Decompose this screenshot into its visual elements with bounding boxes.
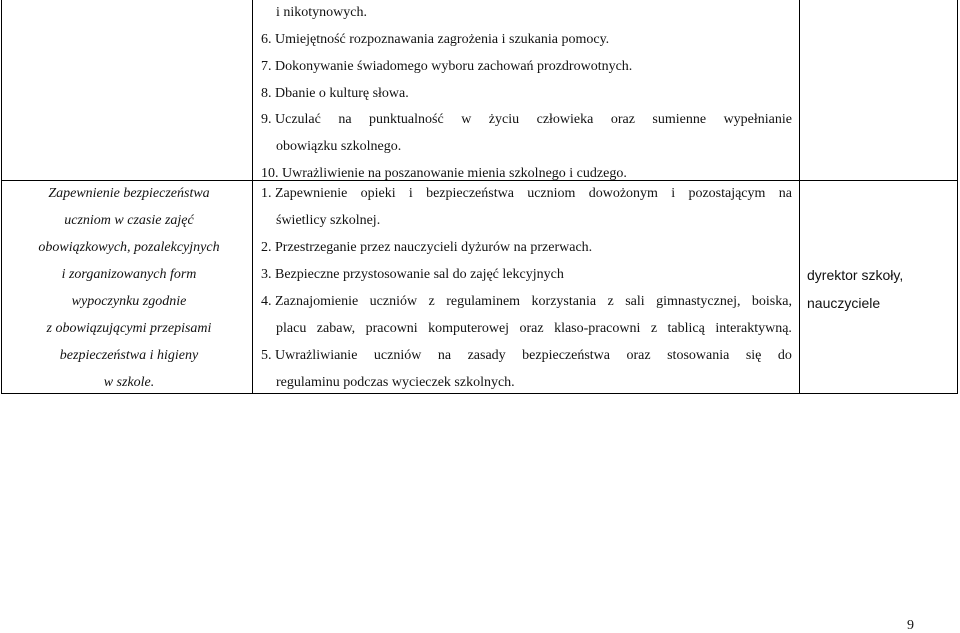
word: stosowania bbox=[667, 348, 730, 363]
word: zasady bbox=[467, 348, 506, 363]
table-border-left bbox=[1, 0, 2, 394]
word: oraz bbox=[610, 112, 635, 127]
table-divider-2 bbox=[799, 0, 800, 394]
word: tablicą bbox=[667, 321, 705, 336]
goal-line: z obowiązującymi przepisami bbox=[46, 321, 212, 336]
goal-line: w szkole. bbox=[103, 375, 155, 390]
task-item bbox=[261, 295, 792, 309]
word: zabaw, bbox=[316, 321, 356, 336]
word: interaktywną. bbox=[715, 321, 792, 336]
word: 9. Uczulać bbox=[261, 112, 321, 127]
word: korzystania bbox=[531, 294, 597, 309]
task-item bbox=[261, 349, 792, 363]
goal-line: wypoczynku zgodnie bbox=[71, 294, 187, 309]
word: oraz bbox=[519, 321, 544, 336]
task-line: regulaminu podczas wycieczek szkolnych. bbox=[276, 375, 515, 390]
word: i bbox=[671, 186, 676, 201]
word: w bbox=[461, 112, 472, 127]
word: z bbox=[650, 321, 658, 336]
word: gimnastycznej, bbox=[656, 294, 741, 309]
word: się bbox=[745, 348, 762, 363]
word: do bbox=[777, 348, 792, 363]
plan-table bbox=[1, 0, 958, 394]
word: uczniom bbox=[527, 186, 576, 201]
task-line: obowiązku szkolnego. bbox=[276, 139, 402, 154]
word: i bbox=[408, 186, 413, 201]
task-line bbox=[276, 322, 792, 336]
task-item bbox=[261, 187, 792, 201]
word: na bbox=[778, 186, 792, 201]
goal-line: Zapewnienie bezpieczeństwa bbox=[48, 186, 210, 201]
word: uczniów bbox=[373, 348, 422, 363]
word: 5. Uwrażliwianie bbox=[261, 348, 358, 363]
word: 1. Zapewnienie bbox=[261, 186, 348, 201]
task-item: 2. Przestrzeganie przez nauczycieli dyżurów na przerwach. bbox=[261, 240, 593, 255]
goal-line: obowiązkowych, pozalekcyjnych bbox=[38, 240, 220, 255]
task-item: 6. Umiejętność rozpoznawania zagrożenia i szukania pomocy. bbox=[261, 32, 610, 47]
word: bezpieczeństwa bbox=[426, 186, 514, 201]
word: regulaminem bbox=[446, 294, 521, 309]
word: pracowni bbox=[365, 321, 418, 336]
word: komputerowej bbox=[428, 321, 510, 336]
word: uczniów bbox=[369, 294, 418, 309]
word: na bbox=[338, 112, 352, 127]
word: 4. Zaznajomienie bbox=[261, 294, 359, 309]
responsible-line: dyrektor szkoły, bbox=[807, 267, 904, 283]
word: opieki bbox=[360, 186, 396, 201]
word: człowieka bbox=[536, 112, 594, 127]
word: dowożonym bbox=[588, 186, 658, 201]
task-line: i nikotynowych. bbox=[276, 5, 367, 20]
word: bezpieczeństwa bbox=[522, 348, 611, 363]
word: wypełnianie bbox=[723, 112, 792, 127]
word: oraz bbox=[626, 348, 651, 363]
word: życiu bbox=[488, 112, 520, 127]
word: placu bbox=[276, 321, 307, 336]
goal-line: i zorganizowanych form bbox=[61, 267, 197, 282]
table-border-bottom bbox=[1, 393, 958, 394]
task-line: świetlicy szkolnej. bbox=[276, 213, 381, 228]
goal-line: uczniom w czasie zajęć bbox=[64, 213, 194, 228]
table-divider-1 bbox=[252, 0, 253, 394]
responsible-line: nauczyciele bbox=[807, 295, 881, 311]
word: sumienne bbox=[652, 112, 707, 127]
word: z bbox=[607, 294, 614, 309]
table-border-right bbox=[957, 0, 958, 394]
task-item: 10. Uwrażliwienie na poszanowanie mienia szkolnego i cudzego. bbox=[261, 166, 627, 181]
page-number: 9 bbox=[907, 618, 914, 633]
task-item: 3. Bezpieczne przystosowanie sal do zajęć lekcyjnych bbox=[261, 267, 564, 282]
word: sali bbox=[625, 294, 645, 309]
word: na bbox=[437, 348, 452, 363]
word: punktualność bbox=[369, 112, 444, 127]
word: klaso-pracowni bbox=[554, 321, 641, 336]
task-item: 7. Dokonywanie świadomego wyboru zachowań prozdrowotnych. bbox=[261, 59, 633, 74]
task-item: 8. Dbanie o kulturę słowa. bbox=[261, 86, 409, 101]
task-item bbox=[261, 113, 792, 127]
word: boiska, bbox=[751, 294, 792, 309]
word: z bbox=[428, 294, 435, 309]
word: pozostającym bbox=[688, 186, 766, 201]
goal-line: bezpieczeństwa i higieny bbox=[59, 348, 199, 363]
